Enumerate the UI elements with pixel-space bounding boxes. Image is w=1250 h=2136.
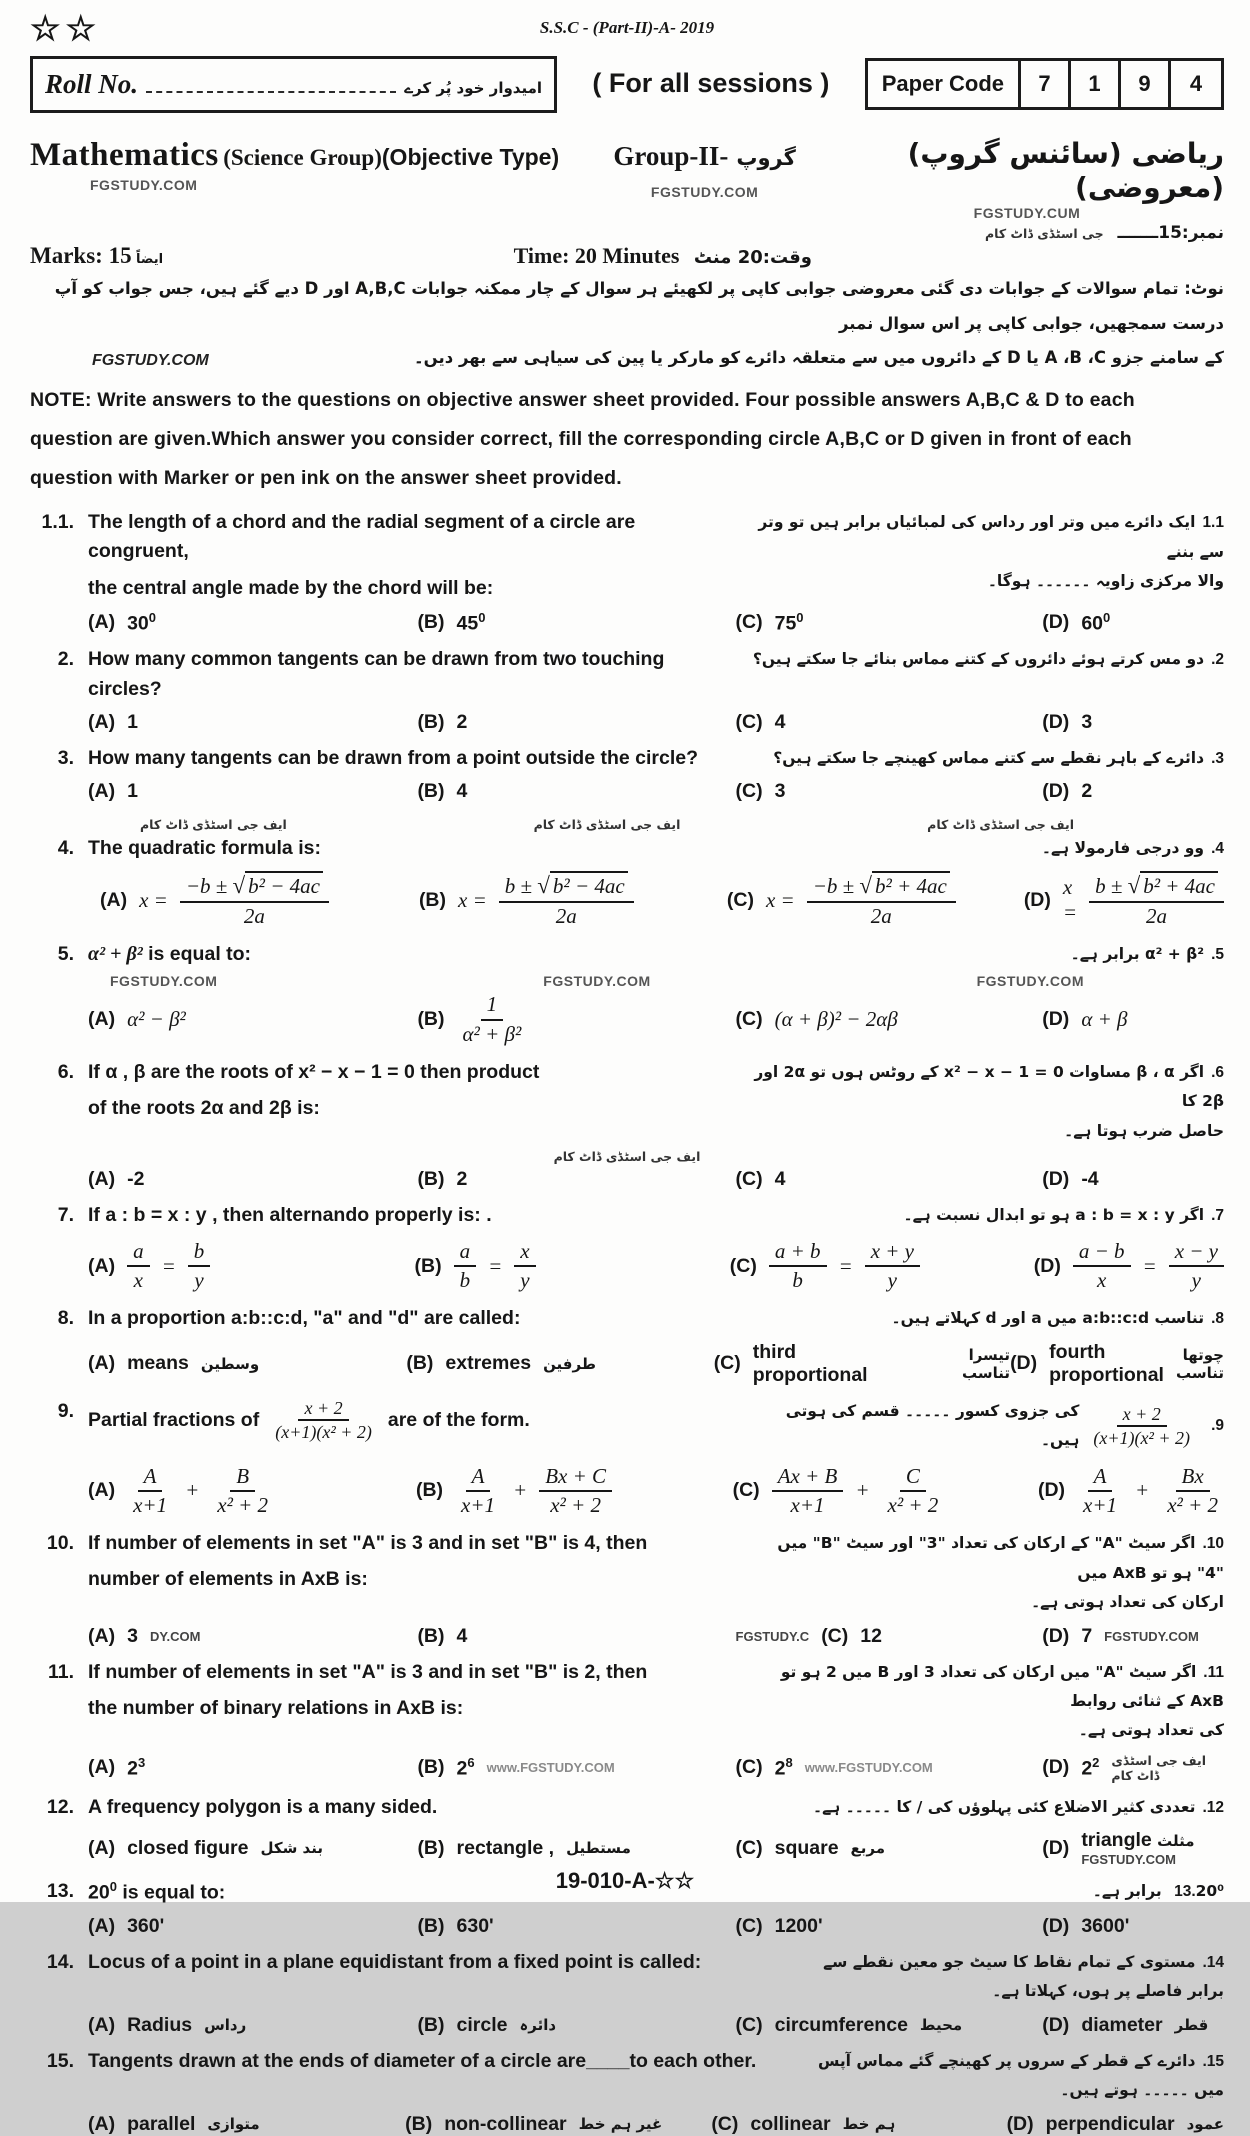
option-d: (D) fourth proportional چوتھا تناسب: [1010, 1340, 1224, 1386]
option-c: (C) 3: [735, 780, 786, 803]
option-a: (A) x = $\frac{\text{−b ± √ b² − 4ac}}{2a}$: [100, 871, 419, 930]
option-c: (C) square مربع: [735, 1836, 886, 1859]
option-d: (D) perpendicular عمود: [1006, 2112, 1224, 2135]
group-label: Group-II-: [613, 141, 729, 171]
question-stem-en: The length of a chord and the radial segment of a circle are congruent,: [88, 511, 636, 563]
option-c: (C) x = $\frac{\text{−b ± √ b² + 4ac}}{2a}$: [727, 871, 1024, 930]
options-row: [30, 1168, 1224, 1191]
header-row: [30, 56, 1224, 113]
option-c: (C) 4: [735, 1168, 786, 1191]
options-row: [30, 1341, 1224, 1387]
options-row: [30, 991, 1224, 1048]
option-d: (D) 2: [1042, 780, 1093, 803]
option-d: (D) α + β: [1042, 1007, 1128, 1032]
subject-title-urdu: ریاضی (سائنس گروپ)(معروضی): [907, 137, 1224, 204]
question-4: [30, 834, 1224, 930]
paper-code-digit: 1: [1071, 61, 1121, 107]
question-stem-ur: 7.اگر a : b = x : y ہو تو ابدال نسبت ہے۔: [903, 1206, 1224, 1225]
marks-label: Marks: 15: [30, 243, 132, 269]
options-row: [30, 1625, 1224, 1648]
title-urdu-block: [830, 137, 1224, 243]
question-9: [30, 1397, 1224, 1519]
question-number: 10.: [46, 1532, 74, 1555]
option-b: (B) 2: [417, 710, 468, 733]
question-stem-en: The quadratic formula is:: [88, 837, 321, 860]
option-c: (C) $75^0$: [735, 609, 804, 635]
question-number: 15.: [46, 2049, 74, 2072]
question-2: [30, 645, 1224, 734]
paper-code-label: Paper Code: [868, 61, 1021, 107]
question-number: 8.: [57, 1307, 74, 1330]
formula-fraction: $\frac{x + 2}{\text{(x+1)(x² + 2)}}$: [1093, 1403, 1191, 1449]
formula-fraction: $\frac{\text{b ± √ b² − 4ac}}{2a}$: [499, 871, 634, 930]
question-stem-ur: 9. $\frac{x + 2}{\text{(x+1)(x² + 2)}}$ کی جزوی کسور ۔۔۔۔۔ قسم کی ہوتی ہیں۔: [785, 1401, 1224, 1450]
question-stem-en: If number of elements in set "A" is 3 and in set "B" is 4, then: [88, 1532, 648, 1555]
watermark-urdu: جی اسٹڈی ڈاٹ کام: [985, 226, 1104, 242]
option-c: (C) $\frac{Ax + B}{x+1}$ + $\frac{C}{\text{x² + 2}}$: [732, 1463, 939, 1517]
sqrt-sign: √: [1127, 872, 1141, 898]
option-b: (B) $2^6$ www.FGSTUDY.COM: [417, 1755, 615, 1780]
question-number: 5.: [57, 942, 74, 965]
question-8: [30, 1304, 1224, 1386]
option-b: (B) non-collinear غیر ہم خط: [405, 2112, 663, 2135]
note-urdu-line2: کے سامنے جزو A ،B ،C یا D کے دائروں میں سے متعلقہ دائرے کو مارکر یا پین کی سیاہی سے بھر دیں۔: [414, 348, 1224, 368]
options-row: [30, 1829, 1224, 1867]
option-a: (A) means وسطین: [88, 1352, 260, 1375]
question-number: 11.: [47, 1660, 74, 1683]
question-number: 6.: [57, 1060, 74, 1083]
watermark: FGSTUDY.COM: [1104, 1628, 1199, 1644]
title-english-block: [30, 137, 579, 243]
sqrt-sign: √: [537, 872, 550, 898]
question-stem-ur: 3.دائرے کے باہر نقطے سے کتنے مماس کھینچے جا سکتے ہیں؟: [773, 748, 1224, 767]
option-d: (D) diameter قطر: [1042, 2013, 1209, 2036]
marks-time-row: [30, 243, 1224, 269]
question-stem-en-line2: of the roots 2α and 2β is:: [88, 1097, 320, 1120]
marks-urdu: ایضاً: [136, 252, 164, 268]
options-row: [30, 610, 1224, 636]
option-d: (D) $60^0$: [1042, 609, 1111, 635]
question-number: 9.: [57, 1399, 74, 1422]
question-stem-ur: 14.مستوی کے تمام نقاط کا سیٹ جو معین نقطے سے برابر فاصلے پر ہوں، کہلاتا ہے۔: [823, 1953, 1224, 2001]
options-row: [30, 2014, 1224, 2037]
watermark-row: ایف جی اسٹڈی ڈاٹ کام: [553, 1149, 701, 1165]
paper-series-code: S.S.C - (Part-II)-A- 2019: [539, 18, 715, 37]
note-urdu-line1: نوٹ: تمام سوالات کے جوابات دی گئی معروضی جوابی کاپی پر لکھیئے ہر سوال کے چار ممکنہ جوابات A,B,C اور D دیے گئے ہیں، جس جواب کو آپ درست سمجھیں، جوابی کاپی پر اس سوال نمبر: [54, 279, 1224, 333]
corner-stars: ☆☆: [30, 10, 101, 48]
option-a: (A) -2: [88, 1168, 145, 1191]
option-a: (A) $\frac{A}{x+1}$ + $\frac{B}{\text{x² + 2}}$: [88, 1463, 269, 1517]
option-a: (A) parallel متوازی: [88, 2112, 260, 2135]
question-stem-en: In a proportion a:b::c:d, "a" and "d" are called:: [88, 1307, 521, 1330]
options-row: [30, 1238, 1224, 1295]
question-1: [30, 508, 1224, 635]
question-stem-ur: 8.تناسب a:b::c:d میں a اور d کہلاتے ہیں۔: [891, 1309, 1224, 1328]
options-row: [30, 711, 1224, 734]
watermark: www.FGSTUDY.COM: [486, 1760, 615, 1776]
question-stem-en-line2: the number of binary relations in AxB is:: [88, 1696, 464, 1719]
paper-code-box: [865, 58, 1224, 110]
watermark: FGSTUDY.COM: [1081, 1852, 1176, 1868]
group-label-urdu: گروپ: [736, 146, 796, 170]
watermark: FGSTUDY.CUM: [973, 205, 1081, 222]
options-row: [30, 780, 1224, 803]
option-c: (C) 1200': [735, 1915, 823, 1938]
roll-no-urdu: امیدوار خود پُر کرے: [404, 79, 542, 97]
question-stem-en: $20^0$ is equal to:: [88, 1879, 226, 1904]
question-number: 13.: [46, 1880, 74, 1903]
note-english-block: [30, 381, 1224, 498]
roll-no-blank: [146, 71, 396, 93]
watermark-row: FGSTUDY.COM FGSTUDY.COM FGSTUDY.COM: [110, 973, 1084, 990]
sessions-label: ( For all sessions ): [592, 68, 830, 98]
option-c: (C) collinear ہم خط: [711, 2112, 896, 2135]
question-number: 3.: [57, 746, 74, 769]
options-row: [30, 1753, 1224, 1783]
option-b: (B) x = $\frac{\text{b ± √ b² − 4ac}}{2a}$: [419, 871, 727, 930]
question-5: [30, 940, 1224, 1048]
option-a: (A) 360': [88, 1915, 165, 1938]
option-a: (A) closed figure بند شکل: [88, 1836, 323, 1859]
options-row: [30, 1463, 1224, 1520]
option-d: (D) -4: [1042, 1168, 1099, 1191]
note-urdu-block: [30, 272, 1224, 376]
option-a: (A) $\frac{a}{x}$ = $\frac{b}{y}$: [88, 1238, 415, 1295]
option-d: (D) 7 FGSTUDY.COM: [1042, 1624, 1199, 1647]
question-stem-ur: 13.20⁰ برابر ہے۔: [1092, 1882, 1224, 1901]
question-number: 1.1.: [41, 511, 74, 534]
options-row: [30, 871, 1224, 930]
option-c: FGSTUDY.C (C) 12: [735, 1624, 882, 1647]
option-d: (D) $2^2$ ایف جی اسٹڈی ڈاٹ کام: [1042, 1753, 1224, 1783]
title-row: [30, 137, 1224, 243]
watermark: www.FGSTUDY.COM: [804, 1760, 933, 1776]
formula-fraction: $\frac{x + 2}{\text{(x+1)(x² + 2)}}$: [275, 1397, 372, 1443]
question-12: [30, 1793, 1224, 1867]
option-d: (D) $\frac{A}{x+1}$ + $\frac{Bx}{\text{x² + 2}}$: [1037, 1463, 1218, 1517]
question-stem-en: How many tangents can be drawn from a point outside the circle?: [88, 746, 699, 769]
header-top: [30, 12, 1224, 54]
question-stem-en: How many common tangents can be drawn from two touching circles?: [88, 648, 665, 700]
watermark-urdu: ایف جی اسٹڈی ڈاٹ کام: [1111, 1752, 1206, 1783]
options-row: [30, 1915, 1224, 1938]
option-b: (B) extremes طرفین: [406, 1352, 596, 1375]
question-10: [30, 1529, 1224, 1647]
question-stem-en-line2: number of elements in AxB is:: [88, 1568, 368, 1591]
note-english-line2: question are given.Which answer you consider correct, fill the corresponding circle A,B,C or D given in front of each: [30, 428, 1132, 451]
question-stem-ur: 11.اگر سیٹ "A" میں ارکان کی تعداد 3 اور B میں 2 ہو تو AxB کے ثنائی روابط کی تعداد ہوتی ہے۔: [780, 1662, 1224, 1740]
option-d: (D) 3: [1042, 710, 1093, 733]
options-row: [30, 2113, 1224, 2136]
question-7: [30, 1201, 1224, 1294]
option-a: (A) $2^3$: [88, 1755, 146, 1780]
sqrt-sign: √: [232, 872, 246, 898]
option-a: (A) Radius رداس: [88, 2013, 247, 2036]
option-b: (B) rectangle , مستطیل: [417, 1836, 631, 1859]
option-a: (A) α² − β²: [88, 1007, 186, 1032]
paper-code-digit: 7: [1021, 61, 1071, 107]
question-stem-en: Tangents drawn at the ends of diameter of a circle are____to each other.: [88, 2049, 757, 2072]
time-label: Time: 20 Minutes: [513, 243, 680, 269]
time-label-urdu: وقت:20 منٹ: [693, 247, 812, 269]
option-b: (B) $\frac{a}{b}$ = $\frac{x}{y}$: [415, 1238, 730, 1295]
question-number: 7.: [57, 1204, 74, 1227]
watermark: FGSTUDY.COM: [650, 184, 759, 200]
question-stem-en: If α , β are the roots of x² − x − 1 = 0 then product: [88, 1060, 540, 1083]
question-stem-ur: 5.α² + β² برابر ہے۔: [1070, 944, 1224, 963]
option-b: (B) $\frac{A}{x+1}$ + $\frac{Bx + C}{\text{x² + 2}}$: [416, 1463, 733, 1520]
watermark: FGSTUDY.COM: [92, 352, 209, 370]
question-stem-en: α² + β² is equal to:: [88, 942, 252, 965]
question-stem-ur: 1.1ایک دائرے میں وتر اور رداس کی لمبائیاں برابر ہیں تو وتر سے بننے والا مرکزی زاویہ ۔۔۔۔۔۔ ہوگا۔: [758, 513, 1224, 590]
question-number: 2.: [57, 648, 74, 671]
formula-fraction: $\frac{\text{b ± √ b² + 4ac}}{2a}$: [1089, 871, 1224, 930]
question-stem-en: Partial fractions of $\frac{x + 2}{\text{(x+1)(x² + 2)}}$ are of the form.: [88, 1397, 530, 1443]
page-footer-code: 19-010-A-☆☆: [555, 1868, 695, 1893]
option-c: (C) third proportional تیسرا تناسب: [713, 1340, 1011, 1386]
option-b: (B) 4: [417, 780, 468, 803]
option-a: (A) $30^0$: [88, 609, 157, 635]
question-stem-en: Locus of a point in a plane equidistant from a fixed point is called:: [88, 1951, 702, 1974]
marks-urdu-line: نمبر:15ـــــــ جی اسٹڈی ڈاٹ کام: [985, 223, 1224, 244]
formula-fraction: $\frac{1}{\text{α² + β²}}$: [462, 992, 522, 1046]
formula-fraction: $\frac{\text{−b ± √ b² − 4ac}}{2a}$: [180, 871, 329, 930]
option-b: (B) 4: [417, 1624, 468, 1647]
option-b: (B) 630': [417, 1915, 494, 1938]
question-number: 14.: [46, 1951, 74, 1974]
option-b: (B) 2: [417, 1168, 468, 1191]
watermark: FGSTUDY.COM: [90, 177, 198, 193]
question-stem-en: If a : b = x : y , then alternando properly is: .: [88, 1204, 492, 1227]
question-stem-ur: 4.وو درجی فارمولا ہے۔: [1041, 839, 1224, 858]
question-number: 4.: [57, 837, 74, 860]
option-a: (A) 1: [88, 710, 138, 733]
option-d: (D) $\frac{a - b}{x}$ = $\frac{x - y}{y}$: [1034, 1238, 1224, 1295]
watermark-row: ایف جی اسٹڈی ڈاٹ کام ایف جی اسٹڈی ڈاٹ کام ایف جی اسٹڈی ڈاٹ کام: [140, 817, 1074, 833]
formula-fraction: $\frac{\text{−b ± √ b² + 4ac}}{2a}$: [807, 871, 956, 930]
paper-code-digit: 4: [1189, 71, 1203, 96]
option-d: (D) triangle مثلث FGSTUDY.COM: [1042, 1829, 1195, 1868]
option-c: (C) 4: [735, 710, 786, 733]
roll-no-label: Roll No.: [45, 69, 139, 99]
option-a: (A) 1: [88, 780, 138, 803]
option-b: (B) $45^0$: [417, 609, 486, 635]
subject-subtitle-type: (Objective Type): [381, 144, 560, 170]
option-d: (D) x = $\frac{\text{b ± √ b² + 4ac}}{2a}$: [1024, 871, 1224, 930]
question-stem-ur: 12.تعددی کثیر الاضلاع کئی پہلوؤں کی / کا ۔۔۔۔۔ ہے۔: [813, 1797, 1224, 1816]
option-c: (C) $2^8$ www.FGSTUDY.COM: [735, 1755, 933, 1780]
group-block: [579, 137, 830, 243]
question-stem-en: If number of elements in set "A" is 3 and in set "B" is 2, then: [88, 1660, 648, 1683]
option-c: (C) circumference محیط: [735, 2013, 963, 2036]
option-a: (A) 3 DY.COM: [88, 1624, 201, 1647]
sqrt-sign: √: [859, 872, 873, 898]
option-d: (D) 3600': [1042, 1915, 1130, 1938]
question-6: [30, 1058, 1224, 1191]
question-stem-ur: 15.دائرے کے قطر کے سروں پر کھینچے گئے مماس آپس میں ۔۔۔۔۔ ہوتے ہیں۔: [817, 2051, 1224, 2100]
option-c: (C) $\frac{a + b}{b}$ = $\frac{x + y}{y}$: [730, 1238, 1034, 1295]
note-english-line3: question with Marker or pen ink on the answer sheet provided.: [30, 467, 622, 490]
question-stem-en-line2: the central angle made by the chord will be:: [88, 576, 494, 599]
paper-code-digit: 9: [1121, 61, 1171, 107]
option-b: (B) circle دائرہ: [417, 2013, 557, 2036]
question-11: [30, 1658, 1224, 1783]
question-15: [30, 2047, 1224, 2136]
question-stem-ur: 10.اگر سیٹ "A" کے ارکان کی تعداد "3" اور سیٹ "B" میں "4" ہو تو AxB میں ارکان کی تعداد ہوتی ہے۔: [777, 1534, 1224, 1612]
option-c: (C) (α + β)² − 2αβ: [735, 1007, 898, 1032]
note-english-line1: NOTE: Write answers to the questions on objective answer sheet provided. Four possible answers A,B,C & D to each: [30, 389, 1135, 412]
question-3: [30, 744, 1224, 803]
question-stem-ur: 6.اگر β ، α مساوات x² − x − 1 = 0 کے روٹس ہوں تو 2α اور 2β کا حاصل ضرب ہوتا ہے۔: [754, 1062, 1224, 1140]
subject-title: Mathematics: [30, 137, 219, 173]
question-stem-ur: 2.دو مس کرتے ہوئے دائروں کے کتنے مماس بنائے جا سکتے ہیں؟: [752, 650, 1224, 669]
watermark: DY.COM: [149, 1628, 201, 1644]
subject-subtitle-group: (Science Group): [223, 145, 382, 170]
option-b: (B) $\frac{1}{\text{α² + β²}}$: [417, 991, 735, 1048]
question-14: [30, 1948, 1224, 2037]
question-number: 12.: [46, 1795, 74, 1818]
roll-no-box: [30, 56, 557, 113]
watermark: FGSTUDY.C: [735, 1628, 810, 1644]
question-stem-en: A frequency polygon is a many sided.: [88, 1795, 438, 1818]
